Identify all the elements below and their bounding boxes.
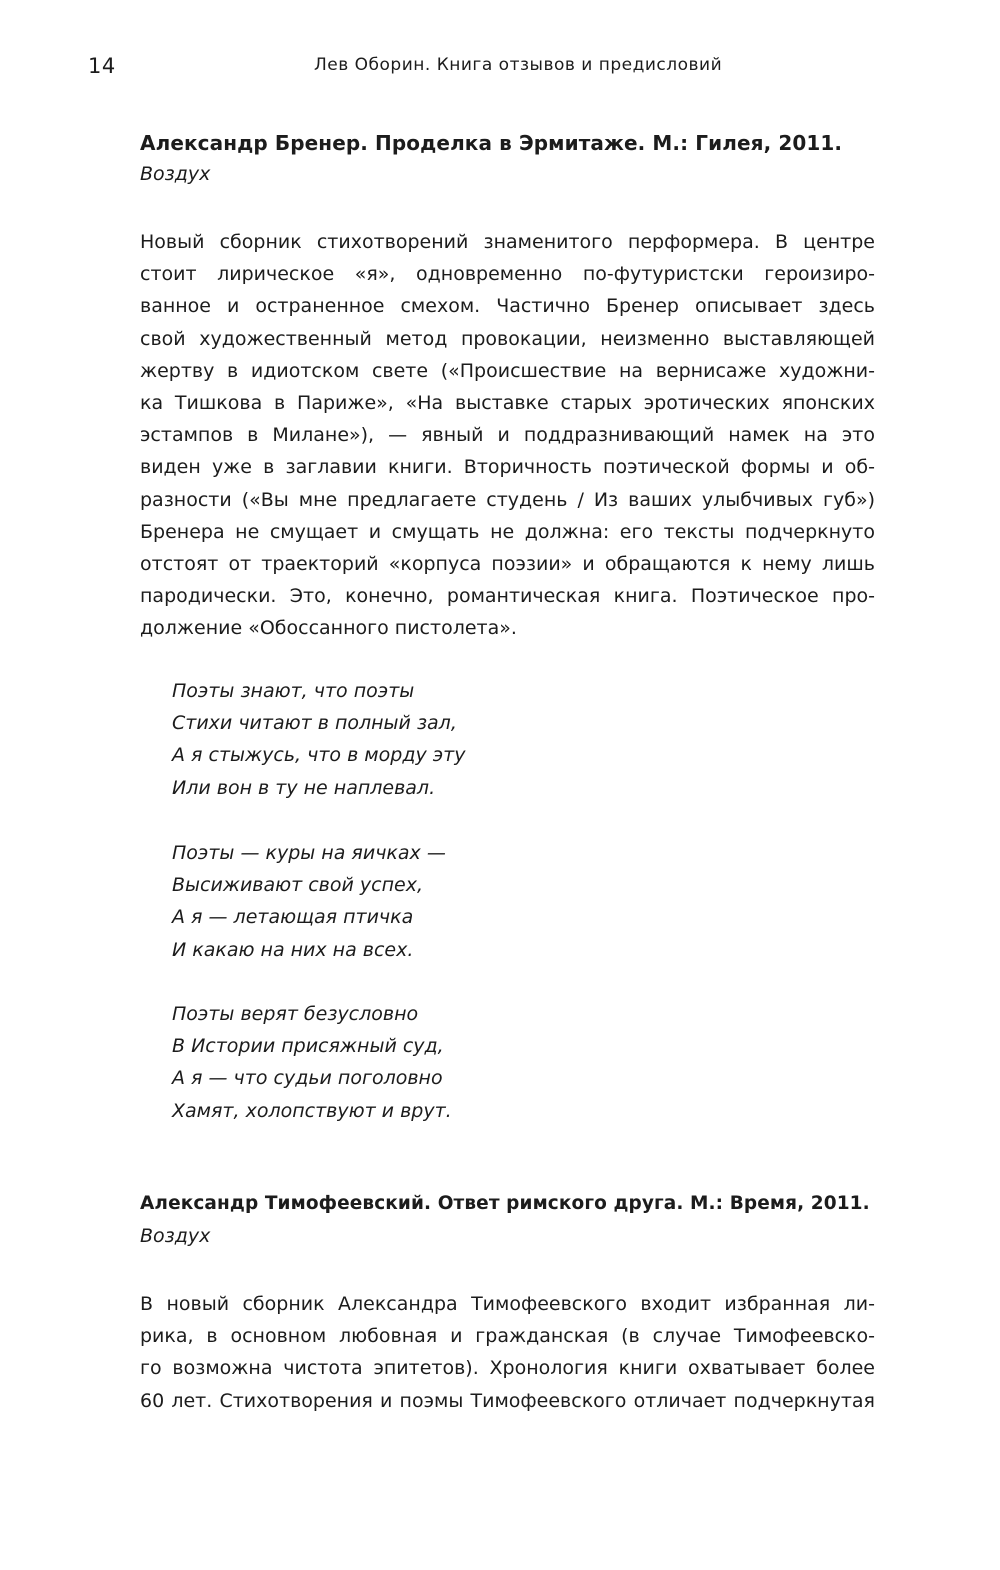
text-line: пародически. Это, конечно, романтическая книга. Поэтическое про-: [140, 585, 875, 608]
text-line: эстампов в Милане»), — явный и поддразнивающий намек на это: [140, 424, 875, 447]
verse-line: Поэты верят безусловно: [172, 1003, 419, 1025]
review-paragraph: [140, 226, 875, 645]
verse-line: Поэты — куры на яичках —: [172, 842, 446, 864]
text-line: Новый сборник стихотворений знаменитого перформера. В центре: [140, 231, 875, 253]
text-line: отстоят от траекторий «корпуса поэзии» и обращаются к нему лишь: [140, 553, 875, 576]
verse-line: Поэты знают, что поэты: [172, 680, 415, 702]
entry-source: Воздух: [140, 163, 211, 185]
review-paragraph: [140, 1288, 875, 1417]
verse-line: Хамят, холопствуют и врут.: [172, 1099, 452, 1122]
text-line: виден уже в заглавии книги. Вторичность поэтической формы и об-: [140, 456, 875, 479]
text-line: рика, в основном любовная и гражданская (в случае Тимофеевско-: [140, 1325, 875, 1348]
verse-line: И какаю на них на всех.: [172, 938, 414, 961]
verse-line: Или вон в ту не наплевал.: [172, 776, 436, 799]
entry-title: Александр Бренер. Проделка в Эрмитаже. М.: Гилея, 2011.: [140, 131, 843, 155]
poem-stanza: [172, 675, 465, 804]
verse-line: Стихи читают в полный зал,: [172, 712, 457, 735]
entry-title: Александр Тимофеевский. Ответ римского друга. М.: Время, 2011.: [140, 1193, 870, 1214]
text-line: ка Тишкова в Париже», «На выставке старых эротических японских: [140, 392, 875, 415]
text-line: 60 лет. Стихотворения и поэмы Тимофеевского отличает подчеркнутая: [140, 1389, 875, 1412]
entry-source: Воздух: [140, 1225, 211, 1247]
poem-stanza: [172, 837, 446, 966]
text-line: го возможна чистота эпитетов). Хронология книги охватывает более: [140, 1357, 875, 1380]
text-line: стоит лирическое «я», одновременно по-футуристски героизиро-: [140, 263, 875, 286]
running-title: Лев Оборин. Книга отзывов и предисловий: [314, 55, 723, 75]
verse-line: А я — что судьи поголовно: [172, 1067, 443, 1090]
text-line: ванное и остраненное смехом. Частично Бренер описывает здесь: [140, 295, 875, 318]
verse-line: А я — летающая птичка: [172, 906, 414, 929]
verse-line: В Истории присяжный суд,: [172, 1035, 444, 1058]
verse-line: А я стыжусь, что в морду эту: [172, 744, 466, 767]
text-line: Бренера не смущает и смущать не должна: его тексты подчеркнуто: [140, 520, 875, 543]
text-line: свой художественный метод провокации, неизменно выставляющей: [140, 327, 875, 350]
poem-stanza: [172, 998, 452, 1127]
text-line: жертву в идиотском свете («Происшествие на вернисаже художни-: [140, 359, 875, 382]
text-line: должение «Обоссанного пистолета».: [140, 617, 517, 640]
text-line: В новый сборник Александра Тимофеевского входит избранная ли-: [140, 1293, 875, 1315]
verse-line: Высиживают свой успех,: [172, 874, 423, 897]
text-line: разности («Вы мне предлагаете студень / Из ваших улыбчивых губ»): [140, 488, 875, 511]
page-number: 14: [88, 54, 116, 78]
